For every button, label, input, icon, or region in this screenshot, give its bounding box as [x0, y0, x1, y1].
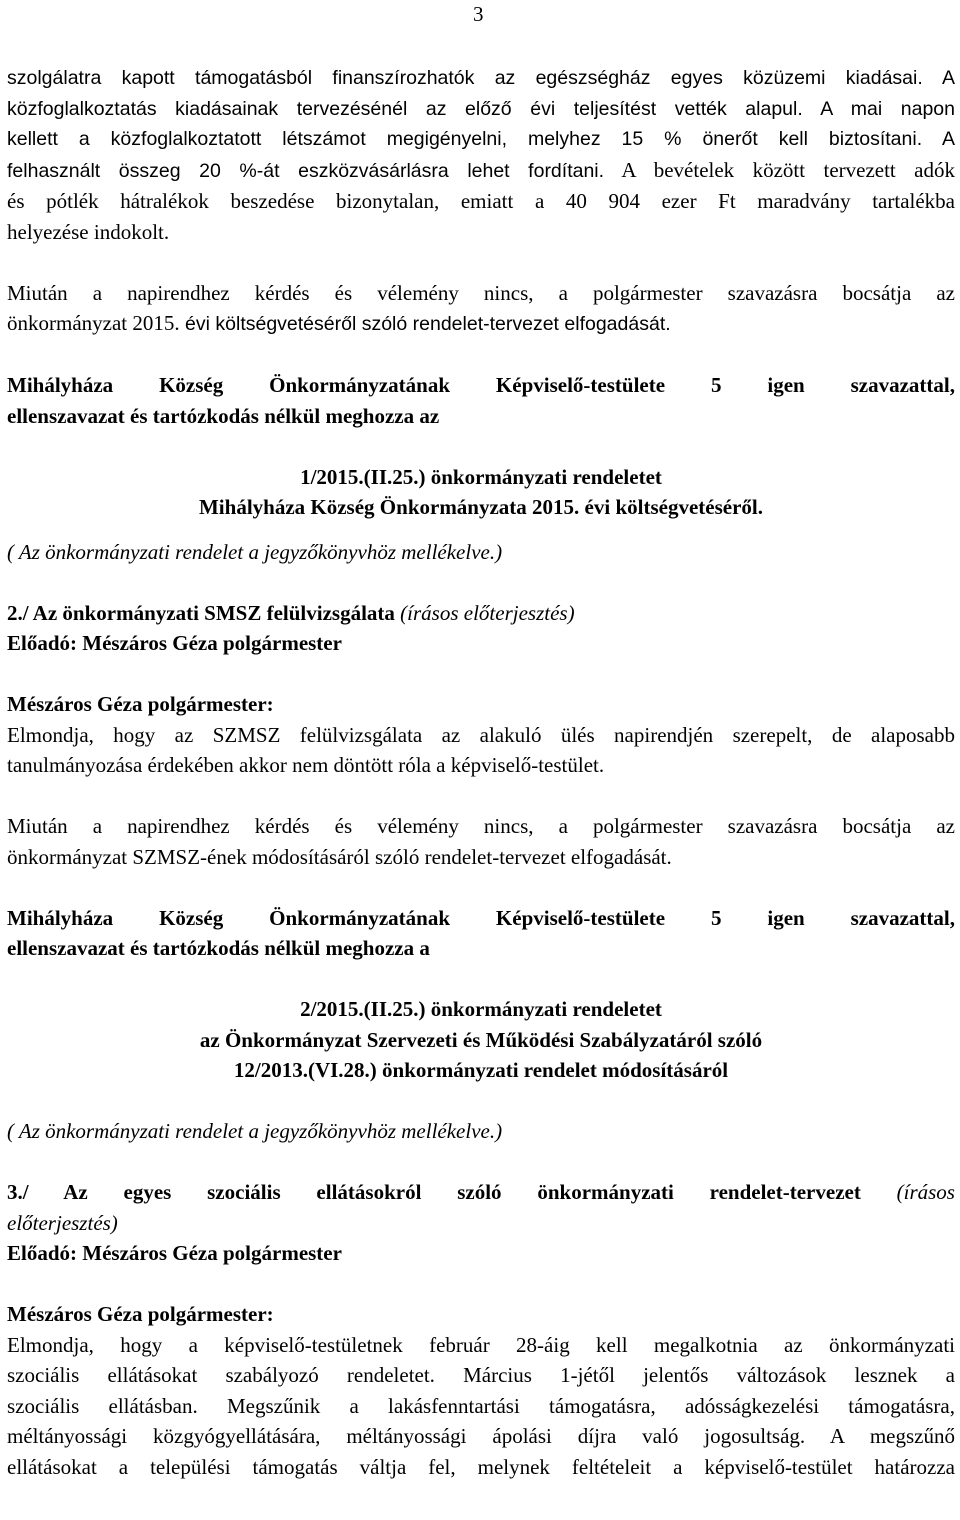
vote1-line-mixed [7, 308, 955, 340]
item3-speech-line: szociális ellátásokat szabályozó rendeletet. Március 1-jétől jelentős változások lesznek a [7, 1363, 955, 1387]
vote1-line-start: önkormányzat 2015. [7, 311, 180, 335]
intro-line: kellett a közfoglalkoztatott létszámot megigényelni, melyhez 15 % önerőt kell biztosítani. A [7, 128, 955, 150]
intro-line-start: felhasznált összeg 20 %-át eszközvásárlásra lehet fordítani. [7, 159, 605, 182]
item3-presenter: Előadó: Mészáros Géza polgármester [7, 1241, 342, 1265]
spacer [7, 431, 955, 462]
spacer [7, 964, 955, 995]
item2-vote-line: Miután a napirendhez kérdés és vélemény nincs, a polgármester szavazásra bocsátja az [7, 814, 955, 838]
item2-vote-paragraph [7, 811, 955, 872]
intro-line: szolgálatra kapott támogatásból finanszírozhatók az egészségház egyes közüzemi kiadásai. A [7, 67, 955, 89]
spacer [7, 523, 955, 537]
regulation2-title [7, 994, 955, 1086]
spacer [7, 872, 955, 903]
item2-vote-line: önkormányzat SZMSZ-ének módosításáról szóló rendelet-tervezet elfogadását. [7, 844, 672, 869]
vote1-line-tail: évi költségvetéséről szóló rendelet-tervezet elfogadását. [179, 313, 671, 335]
intro-line-tail: A bevételek között tervezett adók [604, 157, 955, 182]
page-number: 3 [473, 2, 484, 26]
item2-speech [7, 720, 955, 781]
item3-speech-line: méltányossági közgyógyellátására, méltányossági ápolási díjra való jogosultság. A megszűnő [7, 1424, 955, 1448]
item3-speech [7, 1330, 955, 1483]
spacer [7, 247, 955, 278]
spacer [7, 659, 955, 690]
item2-heading [7, 598, 955, 629]
intro-line: és pótlék hátralékok beszedése bizonytalan, emiatt a 40 904 ezer Ft maradvány tartalékba [7, 189, 955, 213]
item3-heading-title: 3./ Az egyes szociális ellátásokról szóló önkormányzati rendelet-tervezet [7, 1180, 861, 1204]
item3-speech-line: Elmondja, hogy a képviselő-testületnek február 28-áig kell megalkotnia az önkormányzati [7, 1332, 955, 1357]
regulation1-title [7, 462, 955, 523]
item3-heading-note-cont: előterjesztés) [7, 1210, 118, 1235]
regulation2-subject: 12/2013.(VI.28.) önkormányzati rendelet módosításáról [233, 1058, 729, 1082]
spacer [7, 1147, 955, 1178]
vote1-paragraph [7, 278, 955, 340]
regulation2-subject: az Önkormányzat Szervezeti és Működési Szabályzatáról szóló [199, 1027, 763, 1052]
item2-decision-paragraph [7, 903, 955, 964]
spacer [7, 340, 955, 371]
spacer [7, 567, 955, 598]
intro-line: helyezése indokolt. [7, 219, 170, 244]
item3-heading-note: (írásos [860, 1180, 955, 1204]
item2-heading-title: 2./ Az önkormányzati SMSZ felülvizsgálata [7, 600, 395, 625]
spacer [7, 781, 955, 812]
regulation1-number: 1/2015.(II.25.) önkormányzati rendeletet [300, 464, 662, 489]
decision1-paragraph [7, 370, 955, 431]
item3-heading-line [7, 1177, 955, 1208]
regulation2-attachment-note: ( Az önkormányzati rendelet a jegyzőkönyvhöz mellékelve.) [7, 1119, 503, 1143]
intro-line-mixed [7, 155, 955, 187]
item2-speech-line: tanulmányozása érdekében akkor nem döntött róla a képviselő-testület. [7, 753, 605, 777]
vote1-line: Miután a napirendhez kérdés és vélemény nincs, a polgármester szavazásra bocsátja az [7, 280, 955, 305]
decision1-line: Mihályháza Község Önkormányzatának Képviselő-testülete 5 igen szavazattal, [7, 373, 955, 397]
intro-paragraph [7, 63, 955, 247]
item2-heading-note: (írásos előterjesztés) [394, 600, 575, 625]
document-body [7, 63, 955, 1482]
spacer [7, 1269, 955, 1300]
item2-speech-line: Elmondja, hogy az SZMSZ felülvizsgálata az alakuló ülés napirendjén szerepelt, de alaposabb [7, 722, 955, 747]
regulation1-attachment-note: ( Az önkormányzati rendelet a jegyzőkönyvhöz mellékelve.) [7, 539, 503, 564]
item3-heading [7, 1177, 955, 1238]
regulation2-number: 2/2015.(II.25.) önkormányzati rendeletet [300, 997, 662, 1021]
intro-line: közfoglalkoztatás kiadásainak tervezésénél az előző évi teljesítést vették alapul. A mai napon [7, 97, 955, 120]
item3-speech-line: ellátásokat a települési támogatás váltja fel, melynek feltételeit a képviselő-testület határozza [7, 1454, 955, 1479]
item2-decision-line: ellenszavazat és tartózkodás nélkül meghozza a [7, 936, 430, 960]
item3-speech-line: szociális ellátásban. Megszűnik a lakásfenntartási támogatásra, adósságkezelési támogatásra, [7, 1393, 955, 1418]
item2-speaker: Mészáros Géza polgármester: [7, 692, 274, 716]
item2-presenter: Előadó: Mészáros Géza polgármester [7, 631, 342, 655]
spacer [7, 1086, 955, 1117]
item3-speaker: Mészáros Géza polgármester: [7, 1302, 274, 1326]
decision1-line: ellenszavazat és tartózkodás nélkül meghozza az [7, 403, 440, 428]
item2-decision-line: Mihályháza Község Önkormányzatának Képviselő-testülete 5 igen szavazattal, [7, 905, 955, 930]
regulation1-subject: Mihályháza Község Önkormányzata 2015. évi költségvetéséről. [198, 495, 763, 519]
